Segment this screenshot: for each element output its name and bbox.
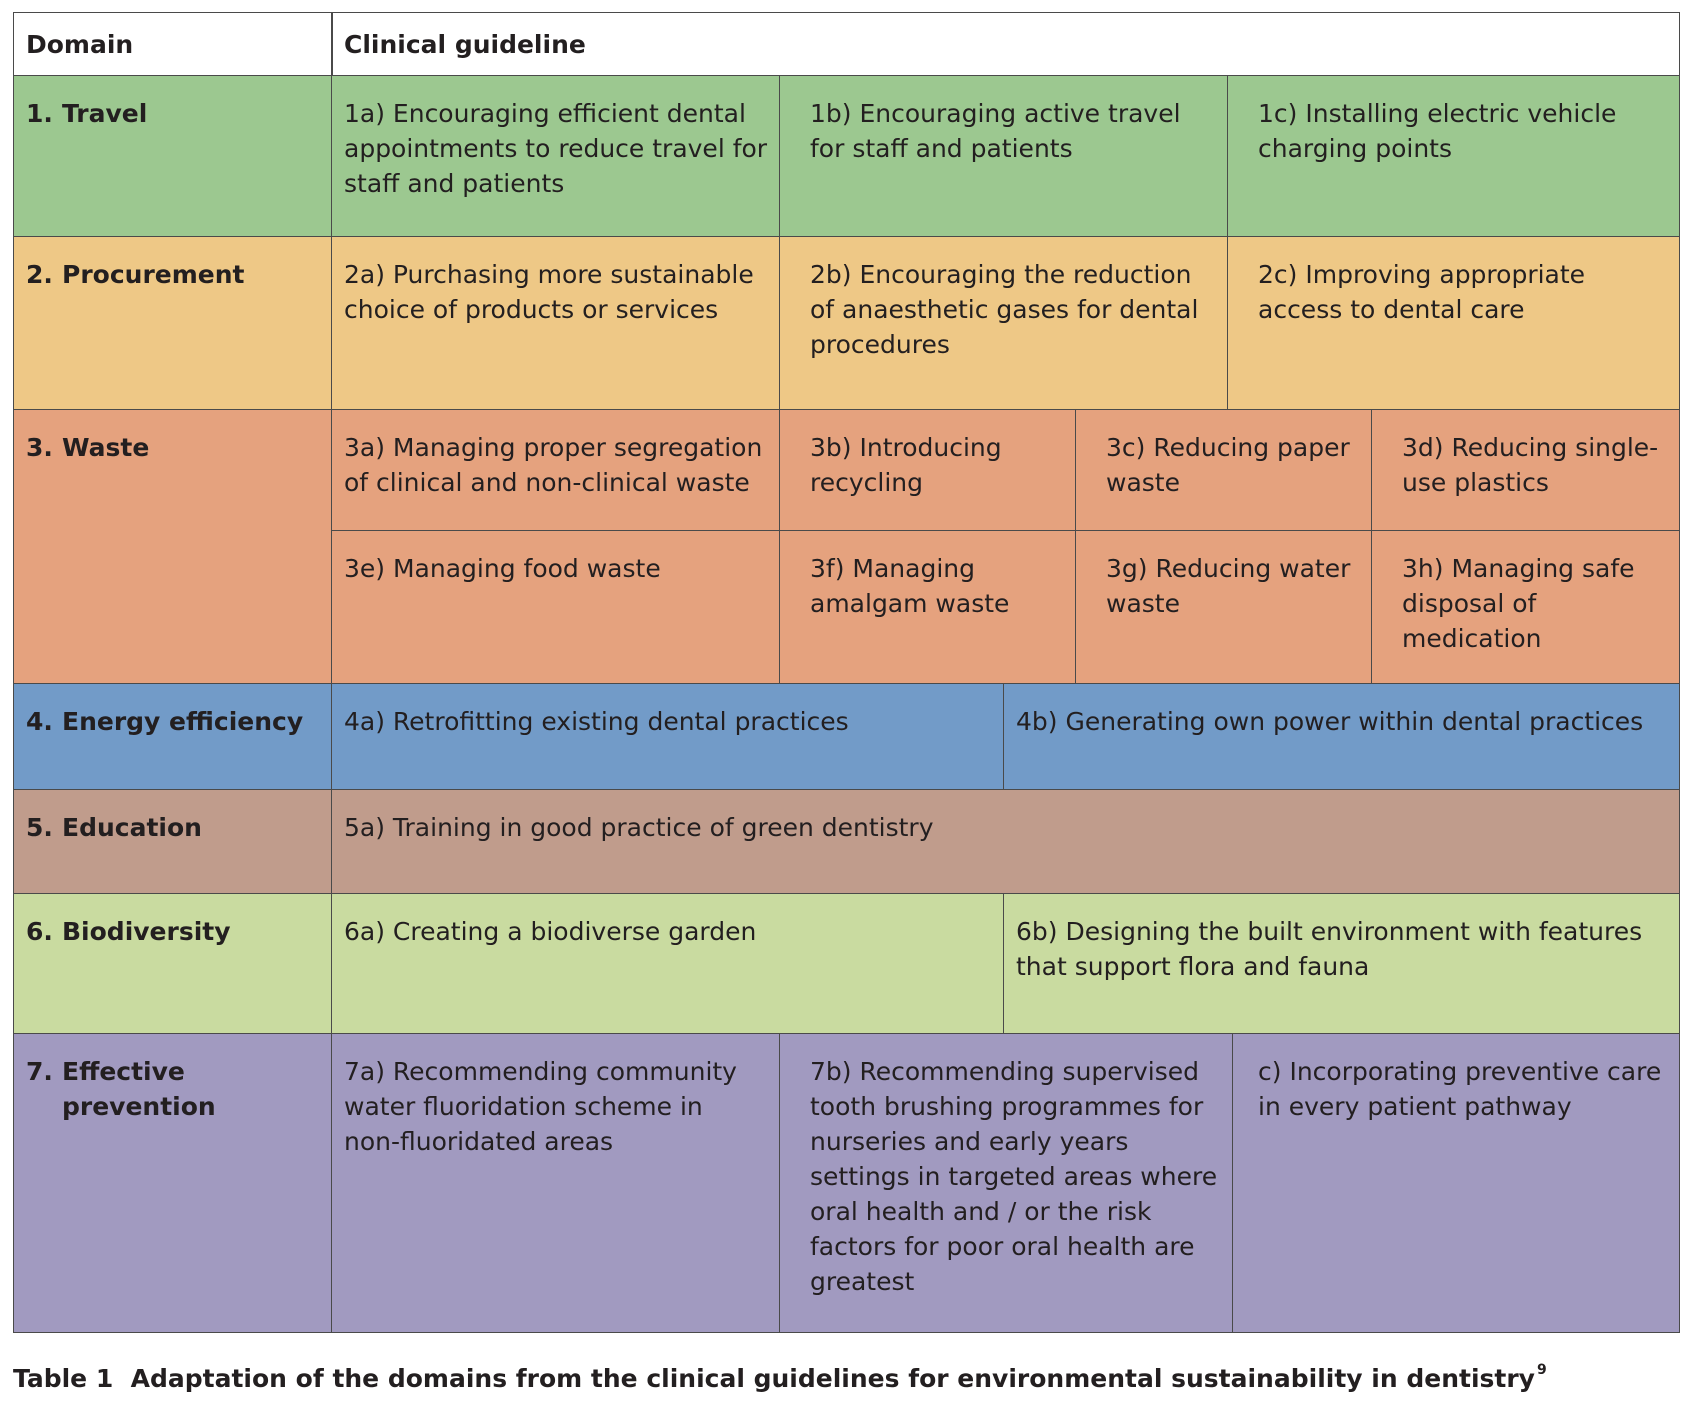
guideline-cell-3g: 3g) Reducing water waste	[1075, 530, 1373, 685]
guideline-cell-2a: 2a) Purchasing more sustainable choice of products or services	[331, 236, 781, 411]
domain-number: 1.	[26, 99, 53, 128]
guideline-cell-3a: 3a) Managing proper segregation of clinical and non-clinical waste	[331, 409, 781, 532]
header-guideline-label: Clinical guideline	[344, 30, 586, 59]
guideline-cell-2b: 2b) Encouraging the reduction of anaesthetic gases for dental procedures	[779, 236, 1229, 411]
guideline-cell-3b: 3b) Introducing recycling	[779, 409, 1077, 532]
guideline-cell-6a: 6a) Creating a biodiverse garden	[331, 893, 1005, 1035]
domain-cell-travel	[13, 75, 333, 238]
guideline-cell-1c: 1c) Installing electric vehicle charging points	[1227, 75, 1680, 238]
domain-cell-education	[13, 789, 333, 895]
guideline-cell-7a: 7a) Recommending community water fluoridation scheme in non-fluoridated areas	[331, 1033, 781, 1333]
domain-number: 6.	[26, 917, 53, 946]
domain-cell-biodiversity	[13, 893, 333, 1035]
domain-cell-procurement	[13, 236, 333, 411]
guideline-cell-1a: 1a) Encouraging efficient dental appointments to reduce travel for staff and patients	[331, 75, 781, 238]
guideline-cell-6b: 6b) Designing the built environment with features that support flora and fauna	[1003, 893, 1680, 1035]
guideline-cell-7c: c) Incorporating preventive care in every patient pathway	[1232, 1033, 1680, 1333]
caption-reference: 9	[1536, 1362, 1547, 1378]
guideline-cell-5a: 5a) Training in good practice of green dentistry	[331, 789, 1680, 895]
guideline-cell-3h: 3h) Managing safe disposal of medication	[1371, 530, 1680, 685]
guideline-cell-4a: 4a) Retrofitting existing dental practices	[331, 683, 1005, 791]
domain-name: Waste	[62, 433, 150, 462]
header-guideline	[331, 12, 1680, 77]
guideline-cell-3f: 3f) Managing amalgam waste	[779, 530, 1077, 685]
guideline-cell-4b: 4b) Generating own power within dental practices	[1003, 683, 1680, 791]
header-domain-label: Domain	[26, 30, 134, 59]
domain-name: Energy efficiency	[62, 707, 304, 736]
caption-label: Table 1	[13, 1364, 114, 1393]
header-domain	[13, 12, 333, 77]
caption-text: Adaptation of the domains from the clinical guidelines for environmental sustainability in dentistry	[130, 1364, 1535, 1393]
guideline-cell-1b: 1b) Encouraging active travel for staff and patients	[779, 75, 1229, 238]
domain-cell-prevention	[13, 1033, 333, 1333]
domain-number: 5.	[26, 813, 53, 842]
domain-name: Biodiversity	[62, 917, 231, 946]
domain-name: Procurement	[62, 260, 245, 289]
domain-number: 4.	[26, 707, 53, 736]
domain-number: 3.	[26, 433, 53, 462]
domain-number: 7.	[26, 1057, 53, 1086]
guideline-cell-2c: 2c) Improving appropriate access to dental care	[1227, 236, 1680, 411]
guideline-cell-3d: 3d) Reducing single-use plastics	[1371, 409, 1680, 532]
guideline-cell-3c: 3c) Reducing paper waste	[1075, 409, 1373, 532]
domain-number: 2.	[26, 260, 53, 289]
domain-cell-waste	[13, 409, 333, 685]
domain-cell-energy	[13, 683, 333, 791]
guideline-cell-7b: 7b) Recommending supervised tooth brushing programmes for nurseries and early years settings in targeted areas where oral health and / or the risk factors for poor oral health are greatest	[779, 1033, 1234, 1333]
guideline-cell-3e: 3e) Managing food waste	[331, 530, 781, 685]
domain-name: Effective prevention	[62, 1057, 216, 1121]
domain-name: Education	[62, 813, 202, 842]
domain-name: Travel	[62, 99, 148, 128]
table-caption	[13, 1364, 1547, 1393]
